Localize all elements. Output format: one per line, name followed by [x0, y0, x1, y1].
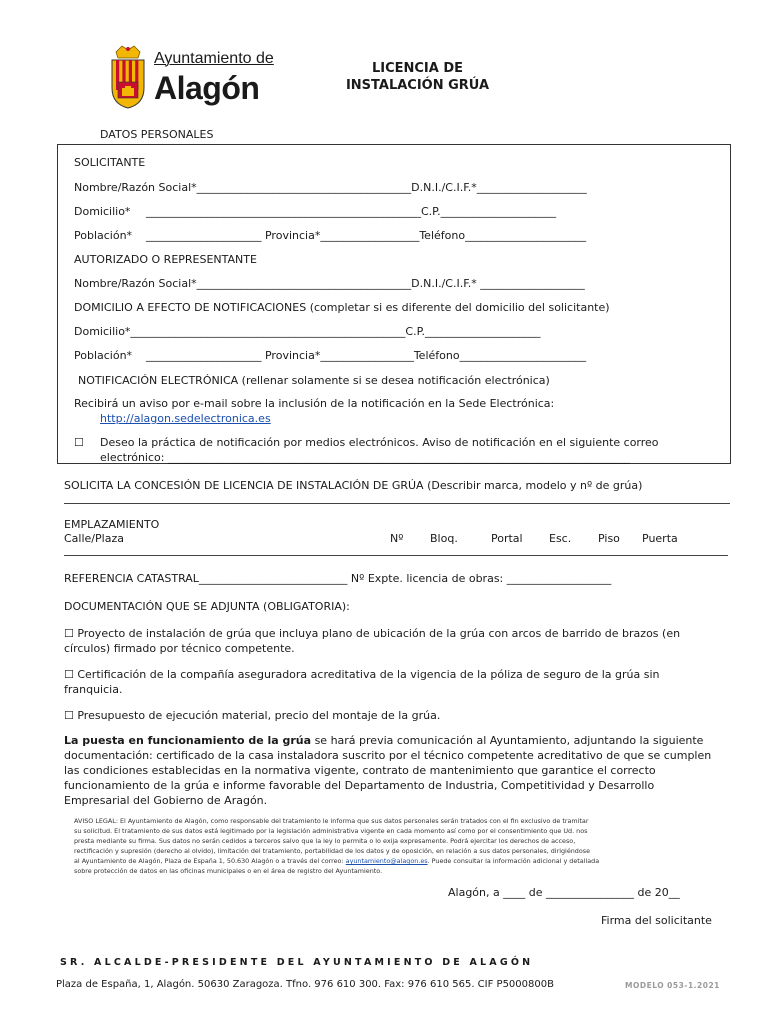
title-line2: INSTALACIÓN GRÚA — [345, 78, 490, 93]
legal-line5b: . Puede consultar la información adicional y detallada — [427, 857, 600, 865]
logo-text-line2: Alagón — [154, 70, 260, 106]
puesta-rest1: se hará previa comunicación al Ayuntamiento, adjuntando la siguiente — [311, 734, 704, 747]
correo-electronico-field[interactable]: electrónico: ____________________________________________________________________________________ — [100, 451, 630, 464]
email-notification-checkbox[interactable]: ☐ — [74, 436, 84, 449]
legal-line6: sobre protección de datos en las oficinas municipales o en el área de registro del Ayuntamiento. — [74, 867, 383, 875]
doc-proyecto-item[interactable] — [64, 626, 680, 656]
solicitante-heading: SOLICITANTE — [74, 156, 146, 169]
solicitante-domicilio-field[interactable]: __________________________________________________C.P._____________________ — [146, 205, 557, 218]
document-title — [300, 60, 535, 94]
notif-poblacion-field[interactable]: _____________________ Provincia*_________________Teléfono_______________________ — [146, 349, 587, 362]
logo-text-line1: Ayuntamiento de — [154, 50, 274, 67]
fecha-field[interactable]: Alagón, a ____ de ________________ de 20__ — [448, 886, 680, 899]
modelo-number: MODELO 053-1.2021 — [625, 981, 720, 990]
bloque-label: Bloq. — [430, 532, 458, 545]
referencia-catastral-field[interactable]: REFERENCIA CATASTRAL___________________________ Nº Expte. licencia de obras: ___________________ — [64, 572, 612, 585]
numero-label: Nº — [390, 532, 404, 545]
ayuntamiento-email-link[interactable]: ayuntamiento@alagon.es — [345, 857, 428, 865]
doc-certificacion-line1: ☐ Certificación de la compañía aseguradora acreditativa de la vigencia de la póliza de seguro de la grúa sin — [64, 668, 660, 681]
recibira-text: Recibirá un aviso por e-mail sobre la inclusión de la notificación en la Sede Electrónica: — [74, 397, 555, 410]
puesta-line2: documentación: certificado de la casa instaladora suscrito por el técnico competente acreditativo de que se cumplen — [64, 749, 712, 762]
legal-line3: presta mediante su firma. Sus datos no serán cedidos a terceros salvo que la ley lo permita o lo exija expresamente. Podrá ejercitar los derechos de acceso, — [74, 837, 576, 845]
puesta-line4: funcionamiento de la grúa e informe favorable del Departamento de Industria, Competitividad y Desarrollo — [64, 779, 655, 792]
doc-certificacion-item[interactable] — [64, 667, 659, 697]
notif-poblacion-label: Población* — [74, 349, 133, 362]
doc-proyecto-line2: círculos) firmado por técnico competente. — [64, 642, 295, 655]
ayuntamiento-logo — [108, 44, 284, 112]
autorizado-heading: AUTORIZADO O REPRESENTANTE — [74, 253, 257, 266]
escalera-label: Esc. — [549, 532, 572, 545]
footer-address: Plaza de España, 1, Alagón. 50630 Zaragoza. Tfno. 976 610 300. Fax: 976 610 565. CIF P5000800B — [56, 979, 554, 990]
solicitante-poblacion-field[interactable]: _____________________ Provincia*__________________Teléfono______________________ — [146, 229, 587, 242]
datos-personales-label: DATOS PERSONALES — [100, 128, 214, 141]
footer-title: SR. ALCALDE-PRESIDENTE DEL AYUNTAMIENTO DE ALAGÓN — [60, 957, 534, 968]
solicita-field-line[interactable] — [64, 503, 730, 504]
firma-label: Firma del solicitante — [601, 914, 712, 927]
calle-plaza-label: Calle/Plaza — [64, 532, 124, 545]
piso-label: Piso — [598, 532, 620, 545]
doc-certificacion-line2: franquicia. — [64, 683, 123, 696]
documentacion-heading: DOCUMENTACIÓN QUE SE ADJUNTA (OBLIGATORIA): — [64, 600, 350, 613]
solicitante-poblacion-label: Población* — [74, 229, 133, 242]
doc-proyecto-line1: ☐ Proyecto de instalación de grúa que incluya plano de ubicación de la grúa con arcos de barrido de brazos (en — [64, 627, 681, 640]
puesta-line3: las condiciones establecidas en la normativa vigente, contrato de mantenimiento que garantice el correcto — [64, 764, 656, 777]
puesta-funcionamiento-paragraph — [64, 733, 732, 808]
puerta-label: Puerta — [642, 532, 678, 545]
solicitante-nombre-field[interactable]: Nombre/Razón Social*_______________________________________D.N.I./C.I.F.*____________________ — [74, 181, 587, 194]
aviso-legal — [74, 816, 714, 876]
solicitante-domicilio-label: Domicilio* — [74, 205, 131, 218]
emplazamiento-heading: EMPLAZAMIENTO — [64, 518, 160, 531]
doc-presupuesto-item[interactable]: ☐ Presupuesto de ejecución material, precio del montaje de la grúa. — [64, 709, 441, 722]
legal-line4: rectificación y supresión (derecho al olvido), limitación del tratamiento, portabilidad de los datos y de oposición, en relación a sus datos personales, dirigiéndose — [74, 847, 591, 855]
legal-line1: AVISO LEGAL: El Ayuntamiento de Alagón, como responsable del tratamiento le informa que sus datos personales serán tratados con el fin exclusivo de tramitar — [74, 817, 589, 825]
solicita-heading: SOLICITA LA CONCESIÓN DE LICENCIA DE INSTALACIÓN DE GRÚA (Describir marca, modelo y nº de grúa) — [64, 479, 643, 492]
sede-electronica-link[interactable]: http://alagon.sedelectronica.es — [100, 412, 271, 425]
legal-line2: su solicitud. El tratamiento de sus datos está legitimado por la legislación administrativa vigente en cada momento así como por el consentimiento que Ud. nos — [74, 827, 588, 835]
autorizado-nombre-field[interactable]: Nombre/Razón Social*_______________________________________D.N.I./C.I.F.* ___________________ — [74, 277, 585, 290]
emplazamiento-field-line[interactable] — [64, 555, 728, 556]
legal-line5a: al Ayuntamiento de Alagón, Plaza de España 1, 50.630 Alagón o a través del correo: — [74, 857, 346, 865]
coat-of-arms-icon — [108, 44, 148, 110]
deseo-text-line1: Deseo la práctica de notificación por medios electrónicos. Aviso de notificación en el siguiente correo — [100, 436, 659, 449]
puesta-bold: La puesta en funcionamiento de la grúa — [64, 734, 312, 747]
puesta-line5: Empresarial del Gobierno de Aragón. — [64, 794, 268, 807]
domicilio-notificaciones-heading: DOMICILIO A EFECTO DE NOTIFICACIONES (completar si es diferente del domicilio del solicitante) — [74, 301, 610, 314]
portal-label: Portal — [491, 532, 523, 545]
notificacion-electronica-heading: NOTIFICACIÓN ELECTRÓNICA (rellenar solamente si se desea notificación electrónica) — [78, 374, 550, 387]
title-line1: LICENCIA DE — [371, 61, 464, 76]
notif-domicilio-field[interactable]: Domicilio*__________________________________________________C.P._____________________ — [74, 325, 541, 338]
